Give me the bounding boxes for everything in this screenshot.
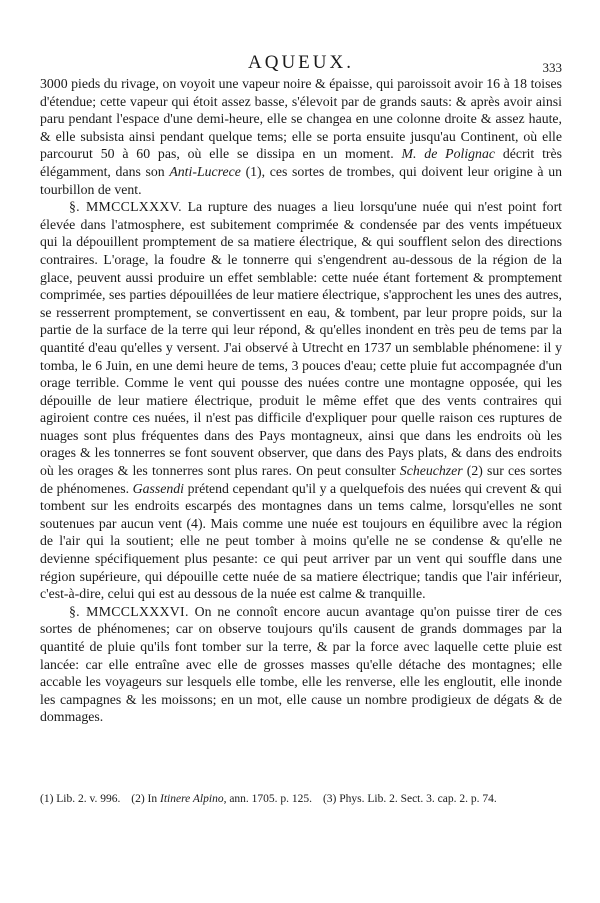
footnote-text: , ann. 1705. p. 125. bbox=[223, 793, 313, 805]
page-number: 333 bbox=[542, 60, 562, 75]
footnote-2 bbox=[131, 793, 312, 805]
paragraph-section-2285 bbox=[40, 198, 562, 603]
paragraph-text: 3000 pieds du rivage, on voyoit une vapeur noire & épaisse, qui paroissoit avoir 16 à 18 toises d'étendue; cette vapeur qui étoit assez basse, s'élevoit par de grands sauts: & après avoir ainsi paru pendant l'espace d'une demi-heure, elle se changea en une colonne droite & assez haute, & elle subsista ainsi pendant quelque tems; elle se porta ensuite jusqu'au Continent, où elle parcourut 50 à 60 pas, où elle se dissipa en un moment. bbox=[40, 76, 562, 162]
footnote-3: (3) Phys. Lib. 2. Sect. 3. cap. 2. p. 74. bbox=[322, 793, 497, 805]
work-title: Anti-Lucrece bbox=[169, 163, 241, 179]
body-text bbox=[40, 75, 562, 726]
footnote-text: (2) In bbox=[131, 793, 158, 805]
paragraph-text: (1), ces sortes de trombes, qui doivent leur origine à un tourbillon de vent. bbox=[40, 163, 563, 197]
paragraph-section-2286 bbox=[40, 603, 562, 726]
work-title: Itinere Alpino bbox=[160, 793, 224, 805]
author-name: Gassendi bbox=[132, 480, 184, 496]
footnotes bbox=[40, 791, 562, 807]
paragraph-text: (2) sur ces sortes de phénomenes. bbox=[40, 463, 562, 496]
paragraph-continued bbox=[40, 75, 562, 198]
section-number: §. MMCCLXXXV. bbox=[68, 199, 182, 215]
page-title: AQUEUX. bbox=[248, 52, 354, 73]
paragraph-text: On ne connoît encore aucun avantage qu'on puisse tirer de ces sortes de phénomenes; car on observe toujours qu'ils causent de grands dommages par la quantité de pluie qu'ils font tomber sur la terre, & par la force avec laquelle cette pluie est lancée: car elle entraîne avec elle de grosses masses qu'elle détache des montagnes; elle accable les voyageurs sur lesquels elle tombe, elle les renverse, elle les engloutit, elle inonde les campagnes & les moissons; en un mot, elle cause un nombre prodigieux de dégats & de dommages. bbox=[40, 603, 562, 725]
section-number: §. MMCCLXXXVI. bbox=[68, 603, 189, 619]
paragraph-text: La rupture des nuages a lieu lorsqu'une nuée qui n'est point fort élevée dans l'atmosphere, est subitement comprimée & condensée par des vents impétueux qui la dépouillent promptement de sa matiere électrique, & qui soufflent selon des directions contraires. L'orage, la foudre & le tonnerre qui s'engendrent au-dessous de la région de la glace, peuvent aussi produire un effet semblable: cette nuée étant fortement & promptement comprimée, ses parties dépouillées de leur matiere électrique, s'approchent les unes des autres, se resserrent promptement, se convertissent en eau, & tombent, par leur propre poids, sur la partie de la surface de la terre qui leur répond, & qu'elles inondent en très peu de tems par la quantité d'eau qu'elles y versent. J'ai observé à Utrecht en 1737 un semblable phénomene: il y tomba, le 6 Juin, en une demi heure de tems, 3 pouces d'eau; cette pluie fut accompagnée d'un orage terrible. Comme le vent qui pousse des nuées contre une montagne opposée, qui les dépouille de leur matiere électrique, produit le même effet que des vents contraires qui agiroient contre ces nuées, il n'est pas difficile d'expliquer pour quelle raison ces ruptures de nuages sont plus fréquentes dans des Pays montagneux, ainsi que dans les endroits où les orages & les tonnerres se font souvent observer, que dans des Pays plats, & dans des endroits où les orages & les tonnerres sont plus rares. On peut consulter bbox=[40, 199, 563, 479]
book-page bbox=[40, 0, 562, 903]
footnote-1: (1) Lib. 2. v. 996. bbox=[40, 793, 121, 805]
paragraph-text: prétend cependant qu'il y a quelquefois des nuées qui crevent & qui tombent sur les endroits escarpés des montagnes dans un tems calme, lorsqu'elles ne sont soutenues par aucun vent (4). Mais comme une nuée est toujours en équilibre avec la région de l'air qui la soutient; elle ne peut tomber à moins qu'elle ne se condense & qu'elle ne devienne spécifiquement plus pesante: ce qui peut arriver par un vent qui souffle dans une région supérieure, qui dépouille cette nuée de sa matiere électrique; tandis que l'air inférieur, c'est-à-dire, celui qui est au dessous de la nuée est calme & tranquille. bbox=[40, 480, 563, 602]
author-name: Scheuchzer bbox=[399, 463, 463, 479]
paragraph-text: décrit très élégamment, dans son bbox=[40, 146, 562, 179]
person-name: M. de Polignac bbox=[401, 146, 495, 162]
running-head bbox=[40, 52, 562, 74]
